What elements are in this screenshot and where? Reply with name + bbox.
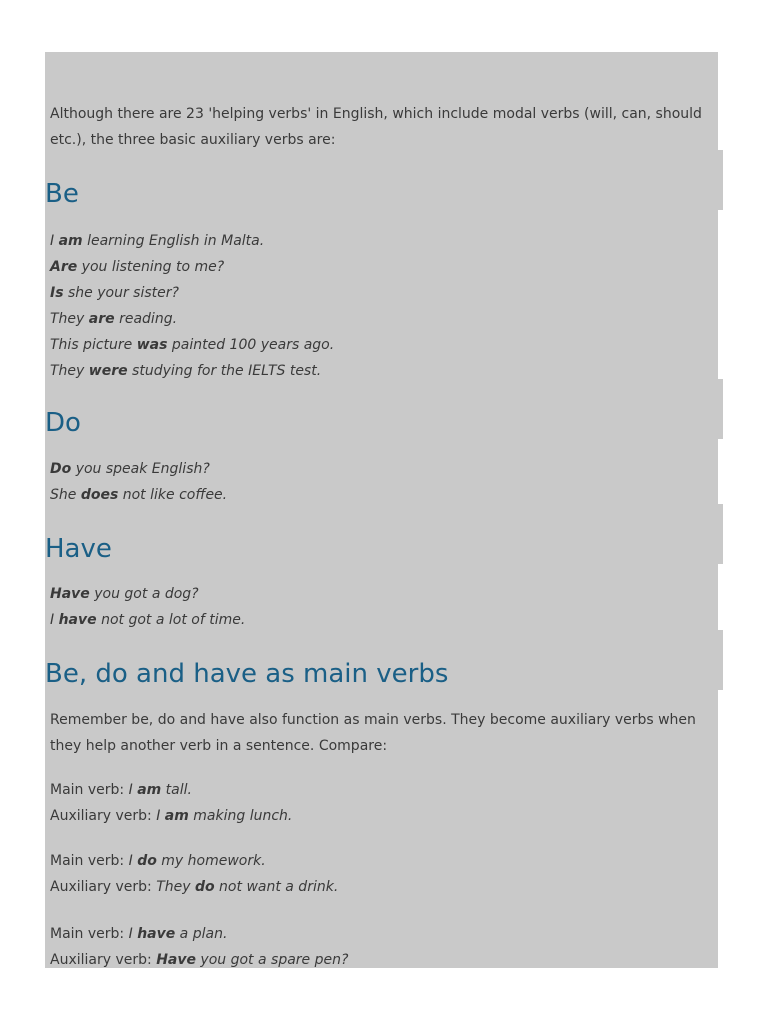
- paragraph-line: Remember be, do and have also function as main verbs. They become auxiliary verbs when: [50, 712, 696, 728]
- heading-do: Do: [45, 408, 81, 438]
- heading-band: [45, 504, 723, 564]
- example-line: Do you speak English?: [50, 461, 210, 477]
- example-line: She does not like coffee.: [50, 487, 228, 503]
- example-line: This picture was painted 100 years ago.: [50, 337, 335, 353]
- have-examples: [50, 581, 710, 633]
- paragraph-line: they help another verb in a sentence. Compare:: [50, 738, 388, 754]
- example-line: I have not got a lot of time.: [50, 612, 246, 628]
- main-verbs-paragraph: [50, 707, 710, 759]
- heading-band: [45, 379, 723, 439]
- main-verb-line: Main verb: I have a plan.: [50, 926, 228, 942]
- compare-pair: [50, 921, 710, 973]
- compare-pair: [50, 848, 710, 900]
- main-verb-line: Main verb: I am tall.: [50, 782, 192, 798]
- auxiliary-verb-line: Auxiliary verb: They do not want a drink.: [50, 879, 339, 895]
- example-line: Are you listening to me?: [50, 259, 225, 275]
- heading-have: Have: [45, 534, 112, 564]
- example-line: They are reading.: [50, 311, 178, 327]
- compare-pair: [50, 777, 710, 829]
- example-line: Is she your sister?: [50, 285, 179, 301]
- example-line: Have you got a dog?: [50, 586, 199, 602]
- heading-main-verbs: Be, do and have as main verbs: [45, 659, 449, 689]
- auxiliary-verb-line: Auxiliary verb: I am making lunch.: [50, 808, 293, 824]
- example-line: I am learning English in Malta.: [50, 233, 265, 249]
- main-verb-line: Main verb: I do my homework.: [50, 853, 266, 869]
- auxiliary-verb-line: Auxiliary verb: Have you got a spare pen?: [50, 952, 349, 968]
- heading-band: [45, 150, 723, 210]
- do-examples: [50, 456, 710, 508]
- intro-line: etc.), the three basic auxiliary verbs are:: [50, 132, 336, 148]
- heading-be: Be: [45, 179, 79, 209]
- example-line: They were studying for the IELTS test.: [50, 363, 322, 379]
- intro-line: Although there are 23 'helping verbs' in English, which include modal verbs (will, can, should: [50, 106, 702, 122]
- be-examples: [50, 228, 710, 384]
- intro-paragraph: [50, 101, 710, 153]
